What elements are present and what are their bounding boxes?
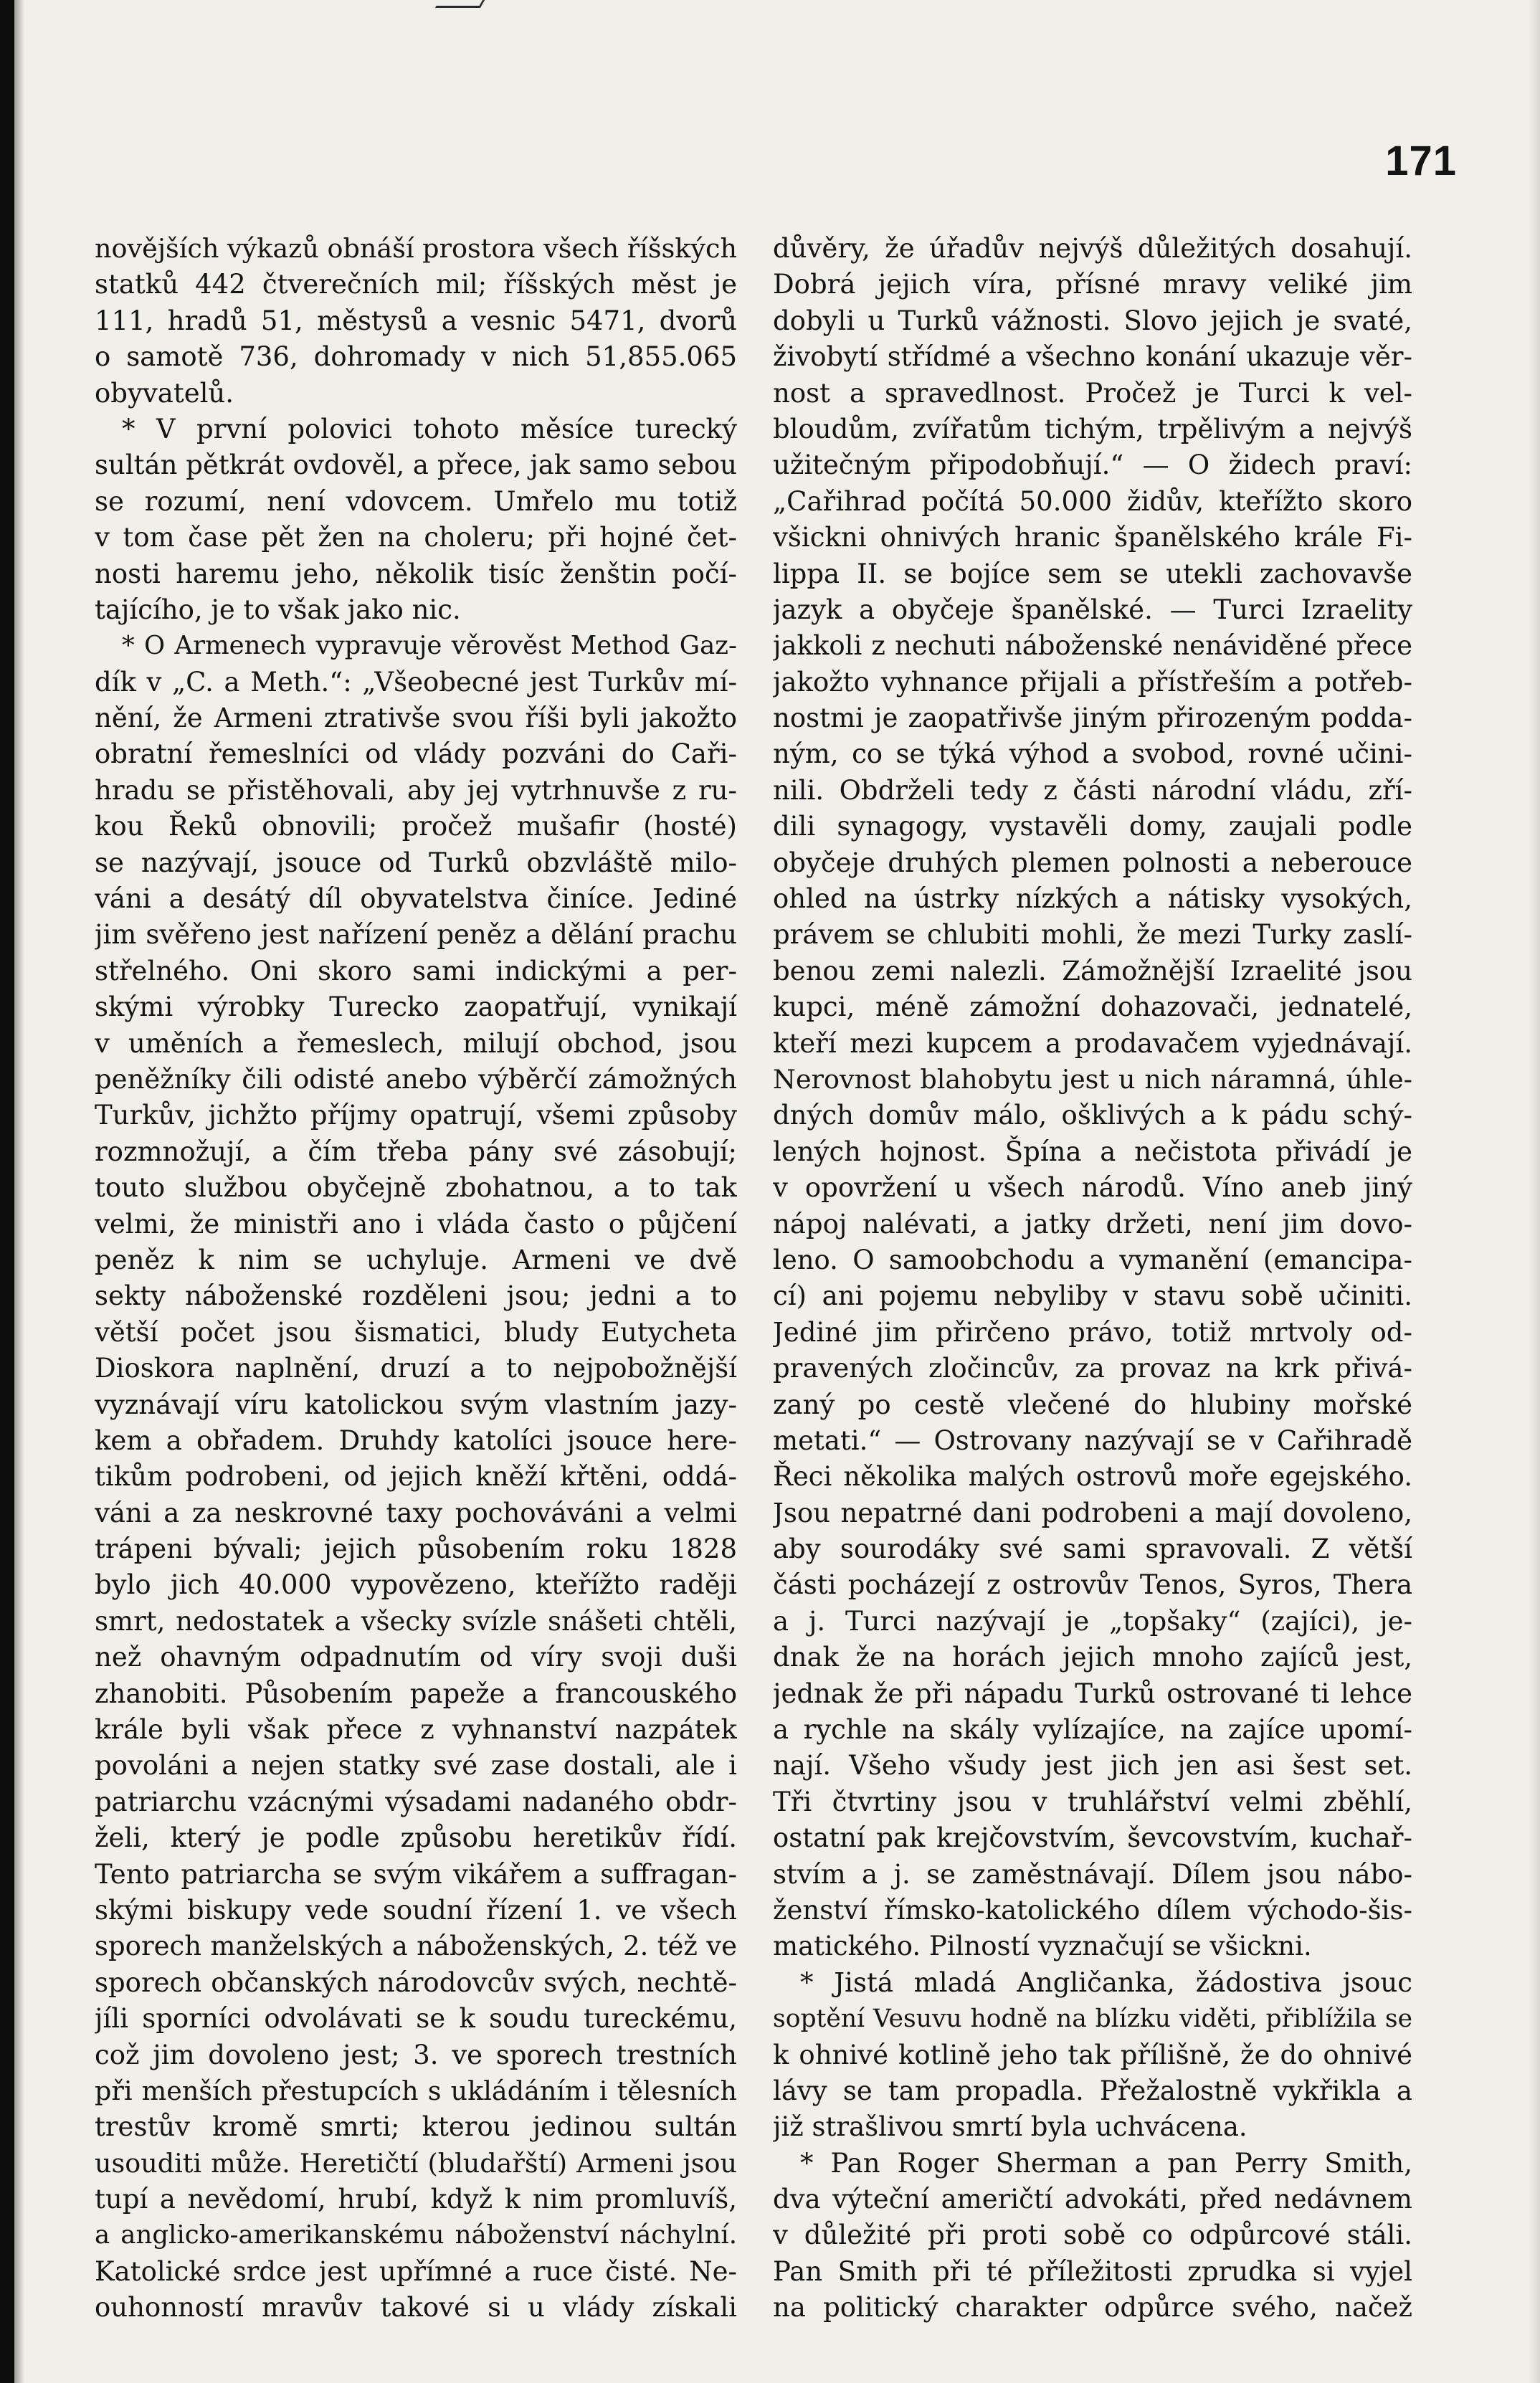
text-line: v uměních a řemeslech, milují obchod, jsou xyxy=(95,1027,737,1059)
text-line: skými výrobky Turecko zaopatřují, vynikají xyxy=(95,991,737,1023)
text-line: a anglicko-amerikanskému náboženství náchylní. xyxy=(95,2220,737,2250)
text-line: ohled na ústrky nízkých a nátisky vysokých, xyxy=(773,883,1412,915)
text-line: kteří mezi kupcem a prodavačem vyjednávají. xyxy=(773,1027,1412,1059)
text-line: větší počet jsou šismatici, bludy Eutycheta xyxy=(95,1316,737,1348)
text-line: Katolické srdce jest upřímné a ruce čisté. Ne- xyxy=(95,2255,737,2287)
text-line: Dobrá jejich víra, přísné mravy veliké jim xyxy=(773,269,1412,300)
text-line: živobytí střídmé a všechno konání ukazuje věr- xyxy=(773,341,1412,373)
text-line: jíli sporníci odvolávati se k soudu tureckému, xyxy=(95,2003,737,2035)
text-line: Pan Smith při té příležitosti zprudka si vyjel xyxy=(773,2255,1412,2287)
text-line: povoláni a nejen statky své zase dostali, ale i xyxy=(95,1750,737,1782)
text-line: Turkův, jichžto příjmy opatrují, všemi způsoby xyxy=(95,1100,737,1131)
text-line: * Pan Roger Sherman a pan Perry Smith, xyxy=(800,2147,1412,2179)
text-line: peněžníky čili odisté anebo výběrčí zámožných xyxy=(95,1063,737,1095)
text-line: se rozumí, není vdovcem. Umřelo mu totiž xyxy=(95,485,737,517)
text-line: sekty náboženské rozděleni jsou; jedni a to xyxy=(95,1280,737,1312)
text-line: o samotě 736, dohromady v nich 51,855.065 xyxy=(95,341,737,373)
text-line: nají. Všeho všudy jest jich jen asi šest set. xyxy=(773,1750,1412,1782)
text-line: v důležité při proti sobě co odpůrcové stáli. xyxy=(773,2220,1412,2251)
text-line: již strašlivou smrtí byla uchvácena. xyxy=(773,2111,1247,2143)
text-line: nápoj nalévati, a jatky držeti, není jim dovo- xyxy=(773,1208,1412,1240)
right-text-column xyxy=(773,231,1412,2326)
text-line: ouhonností mravův takové si u vlády získali xyxy=(95,2292,737,2323)
text-line: užitečným připodobňují.“ — O židech praví: xyxy=(773,450,1412,481)
page-number: 171 xyxy=(1385,138,1457,184)
text-line: Tento patriarcha se svým vikářem a suffragan- xyxy=(95,1858,737,1890)
text-line: obratní řemeslníci od vlády pozváni do Caři- xyxy=(95,738,737,770)
text-line: dobyli u Turků vážnosti. Slovo jejich je svaté, xyxy=(773,305,1412,336)
text-line: krále byli však přece z vyhnanství nazpátek xyxy=(95,1714,737,1746)
text-line: v opovržení u všech národů. Víno aneb jiný xyxy=(773,1172,1412,1204)
text-line: statků 442 čtverečních mil; říšských měst je xyxy=(95,269,737,300)
text-line: dva výteční američtí advokáti, před nedávnem xyxy=(773,2184,1412,2215)
binding-edge xyxy=(0,0,14,2383)
text-line: tikům podrobeni, od jejich kněží křtěni, oddá- xyxy=(95,1461,737,1493)
text-line: než ohavným odpadnutím od víry svoji duši xyxy=(95,1642,737,1673)
text-line: v tom čase pět žen na choleru; při hojné čet- xyxy=(95,522,737,553)
binding-shadow xyxy=(14,0,24,2383)
text-line: hradu se přistěhovali, aby jej vytrhnuvše z ru- xyxy=(95,774,737,806)
text-line: dných domův málo, ošklivých a k pádu schý- xyxy=(773,1100,1412,1131)
text-line: cí) ani pojemu nebyliby v stavu sobě učiniti. xyxy=(773,1280,1412,1312)
top-edge-mark xyxy=(435,0,485,8)
text-line: dík v „C. a Meth.“: „Všeobecné jest Turkův mí- xyxy=(95,666,737,698)
text-line: nost a spravedlnost. Pročež je Turci k vel- xyxy=(773,377,1412,409)
text-line: * Jistá mladá Angličanka, žádostiva jsouc xyxy=(800,1966,1412,1998)
text-line: jednak že při nápadu Turků ostrované ti lehce xyxy=(773,1678,1412,1709)
text-line: se nazývají, jsouce od Turků obzvláště milo- xyxy=(95,847,737,878)
text-line: Tři čtvrtiny jsou v truhlářství velmi zběhlí, xyxy=(773,1786,1412,1817)
text-line: smrt, nedostatek a všecky svízle snášeti chtěli, xyxy=(95,1605,737,1637)
text-line: váni a desátý díl obyvatelstva činíce. Jediné xyxy=(95,883,737,915)
text-line: trestův kromě smrti; kterou jedinou sultán xyxy=(95,2111,737,2143)
text-line: lippa II. se bojíce sem se utekli zachovavše xyxy=(773,558,1412,589)
text-line: kou Řeků obnovili; pročež mušafir (hosté) xyxy=(95,811,737,842)
text-line: lávy se tam propadla. Přežalostně vykřikla a xyxy=(773,2075,1412,2106)
text-line: což jim dovoleno jest; 3. ve sporech trestních xyxy=(95,2039,737,2070)
text-line: velmi, že ministři ano i vláda často o půjčení xyxy=(95,1208,737,1240)
text-line: tajícího, je to však jako nic. xyxy=(95,594,461,625)
text-line: nosti haremu jeho, několik tisíc ženštin počí- xyxy=(95,558,737,589)
text-line: aby sourodáky své sami spravovali. Z větší xyxy=(773,1533,1412,1565)
text-line: obyvatelů. xyxy=(95,377,234,409)
text-line: metati.“ — Ostrovany nazývají se v Cařihradě xyxy=(773,1424,1412,1456)
text-line: jakkoli z nechuti náboženské nenáviděné přece xyxy=(773,630,1412,662)
text-line: benou zemi nalezli. Zámožnější Izraelité jsou xyxy=(773,955,1412,986)
text-line: Jsou nepatrné dani podrobeni a mají dovoleno, xyxy=(773,1497,1412,1528)
text-line: 111, hradů 51, městysů a vesnic 5471, dvorů xyxy=(95,305,737,336)
text-line: jim svěřeno jest nařízení peněz a dělání prachu xyxy=(95,919,737,951)
text-line: trápeni bývali; jejich působením roku 1828 xyxy=(95,1533,737,1565)
text-line: nili. Obdrželi tedy z části národní vládu, zří- xyxy=(773,774,1412,806)
text-line: střelného. Oni skoro sami indickými a per- xyxy=(95,955,737,986)
left-text-column xyxy=(95,231,737,2326)
text-line: váni a za neskrovné taxy pochováváni a velmi xyxy=(95,1497,737,1528)
text-line: matického. Pilností vyznačují se všickni. xyxy=(773,1931,1312,1962)
text-line: a j. Turci nazývají je „topšaky“ (zajíci), je- xyxy=(773,1605,1412,1637)
text-line: zaný po cestě vlečené do hlubiny mořské xyxy=(773,1389,1412,1420)
text-line: Řeci několika malých ostrovů moře egejského. xyxy=(773,1461,1412,1493)
text-line: želi, který je podle způsobu heretikův řídí. xyxy=(95,1822,737,1854)
text-line: kem a obřadem. Druhdy katolíci jsouce here- xyxy=(95,1424,737,1456)
text-line: stvím a j. se zaměstnávají. Dílem jsou nábo- xyxy=(773,1858,1412,1890)
text-line: sporech občanských národovcův svých, nechtě- xyxy=(95,1966,737,1998)
text-line: jakožto vyhnance přijali a přístřeším a potřeb- xyxy=(773,666,1412,698)
text-line: * V první polovici tohoto měsíce turecký xyxy=(122,413,737,444)
text-line: lených hojnost. Špína a nečistota přivádí je xyxy=(773,1136,1412,1167)
text-line: obyčeje druhých plemen polnosti a neberouce xyxy=(773,847,1412,878)
text-line: ženství římsko-katolického dílem východo-šis- xyxy=(773,1894,1412,1926)
text-line: leno. O samoobchodu a vymanění (emancipa- xyxy=(773,1244,1412,1275)
text-line: „Cařihrad počítá 50.000 židův, kteřížto skoro xyxy=(773,485,1412,517)
text-line: při menších přestupcích s ukládáním i tělesních xyxy=(95,2075,737,2106)
text-line: Nerovnost blahobytu jest u nich náramná, úhle- xyxy=(773,1063,1412,1095)
text-line: Jediné jim přirčeno právo, totiž mrtvoly od- xyxy=(773,1316,1412,1348)
text-line: na politický charakter odpůrce svého, načež xyxy=(773,2292,1412,2323)
text-line: právem se chlubiti mohli, že mezi Turky zaslí- xyxy=(773,919,1412,951)
text-line: jazyk a obyčeje španělské. — Turci Izraelity xyxy=(773,594,1412,625)
text-line: nění, že Armeni ztrativše svou říši byli jakožto xyxy=(95,703,737,734)
text-line: peněz k nim se uchyluje. Armeni ve dvě xyxy=(95,1244,737,1275)
text-line: touto službou obyčejně zbohatnou, a to tak xyxy=(95,1172,737,1204)
page-edge xyxy=(1529,0,1540,2383)
text-line: novějších výkazů obnáší prostora všech říšských xyxy=(95,233,737,264)
text-line: zhanobiti. Působením papeže a francouského xyxy=(95,1678,737,1709)
text-line: skými biskupy vede soudní řízení 1. ve všech xyxy=(95,1894,737,1926)
text-line: usouditi může. Heretičtí (bludařští) Armeni jsou xyxy=(95,2147,737,2179)
text-line: rozmnožují, a čím třeba pány své zásobují; xyxy=(95,1136,737,1167)
text-line: dnak že na horách jejich mnoho zajíců jest, xyxy=(773,1642,1412,1673)
text-line: a rychle na skály vylízajíce, na zajíce upomí- xyxy=(773,1714,1412,1746)
text-line: vyznávají víru katolickou svým vlastním jazy- xyxy=(95,1389,737,1420)
text-line: bylo jich 40.000 vypovězeno, kteřížto raději xyxy=(95,1569,737,1601)
text-line: všickni ohnivých hranic španělského krále Fi- xyxy=(773,522,1412,553)
text-line: soptění Vesuvu hodně na blízku viděti, přiblížila se xyxy=(773,2004,1412,2034)
text-line: ným, co se týká výhod a svobod, rovné učini- xyxy=(773,738,1412,770)
text-line: tupí a nevědomí, hrubí, když k nim promluvíš, xyxy=(95,2184,737,2215)
text-line: části pocházejí z ostrovův Tenos, Syros, Thera xyxy=(773,1569,1412,1601)
text-line: bloudům, zvířatům tichým, trpělivým a nejvýš xyxy=(773,413,1412,444)
text-line: * O Armenech vypravuje věrověst Method Gaz- xyxy=(122,631,737,661)
text-line: pravených zločincův, za provaz na krk přivá- xyxy=(773,1353,1412,1384)
text-line: dili synagogy, vystavěli domy, zaujali podle xyxy=(773,811,1412,842)
text-line: k ohnivé kotlině jeho tak přílišně, že do ohnivé xyxy=(773,2039,1412,2070)
text-line: patriarchu vzácnými výsadami nadaného obdr- xyxy=(95,1786,737,1817)
text-line: důvěry, že úřadův nejvýš důležitých dosahují. xyxy=(773,233,1412,264)
text-line: Dioskora naplnění, druzí a to nejpobožnější xyxy=(95,1353,737,1384)
text-line: ostatní pak krejčovstvím, ševcovstvím, kuchař- xyxy=(773,1822,1412,1854)
text-line: sporech manželských a náboženských, 2. též ve xyxy=(95,1931,737,1962)
text-line: sultán pětkrát ovdověl, a přece, jak samo sebou xyxy=(95,450,737,481)
text-line: nostmi je zaopatřivše jiným přirozeným podda- xyxy=(773,703,1412,734)
text-line: kupci, méně zámožní dohazovači, jednatelé, xyxy=(773,991,1412,1023)
